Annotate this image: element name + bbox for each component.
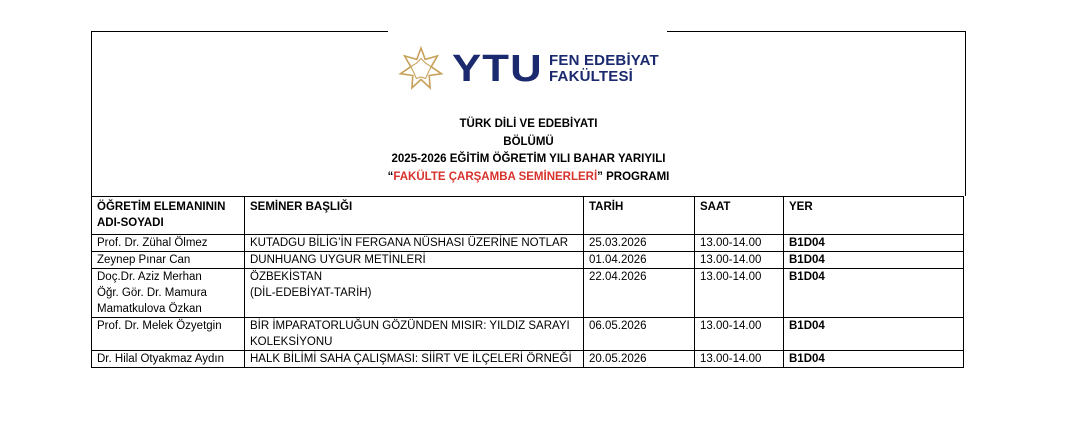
title-highlight: FAKÜLTE ÇARŞAMBA SEMİNERLERİ	[393, 170, 598, 183]
cell-time: 13.00-14.00	[695, 235, 784, 252]
cell-topic	[245, 252, 584, 269]
instructor-name-line: Prof. Dr. Zühal Ölmez	[97, 237, 208, 249]
cell-place: B1D04	[784, 318, 964, 351]
header-instructor-line-1: ÖĞRETİM ELEMANININ	[97, 201, 226, 213]
cell-date: 06.05.2026	[584, 318, 695, 351]
topic-line: HALK BİLİMİ SAHA ÇALIŞMASI: SİİRT VE İLÇELERİ ÖRNEĞİ	[250, 353, 572, 365]
header-frame-top-right	[667, 31, 966, 32]
cell-time: 13.00-14.00	[695, 252, 784, 269]
logo-line-2: FAKÜLTESİ	[549, 68, 634, 85]
header-frame-top-left	[91, 31, 388, 32]
topic-line: DUNHUANG UYGUR METİNLERİ	[250, 254, 426, 266]
cell-topic	[245, 318, 584, 351]
instructor-name-line: Mamatkulova Özkan	[97, 303, 202, 315]
instructor-name-line: Prof. Dr. Melek Özyetgin	[97, 320, 222, 332]
header-frame-right	[965, 31, 966, 196]
header-place: YER	[784, 197, 964, 235]
cell-date: 01.04.2026	[584, 252, 695, 269]
cell-instructor	[92, 269, 245, 318]
cell-date: 25.03.2026	[584, 235, 695, 252]
cell-topic	[245, 351, 584, 368]
topic-line: (DİL-EDEBİYAT-TARİH)	[250, 287, 372, 299]
cell-instructor	[92, 252, 245, 269]
header-instructor-line-2: ADI-SOYADI	[97, 217, 164, 229]
cell-place: B1D04	[784, 235, 964, 252]
faculty-logo	[398, 46, 659, 92]
cell-topic	[245, 269, 584, 318]
cell-time: 13.00-14.00	[695, 318, 784, 351]
title-line-program	[92, 169, 965, 187]
cell-place: B1D04	[784, 351, 964, 368]
cell-place: B1D04	[784, 269, 964, 318]
instructor-name-line: Dr. Hilal Otyakmaz Aydın	[97, 353, 224, 365]
topic-line: BİR İMPARATORLUĞUN GÖZÜNDEN MISIR: YILDIZ SARAYI	[250, 320, 570, 332]
table-row	[92, 351, 964, 368]
title-line-section: BÖLÜMÜ	[503, 135, 554, 148]
cell-place: B1D04	[784, 252, 964, 269]
table-row	[92, 269, 964, 318]
cell-date: 20.05.2026	[584, 351, 695, 368]
topic-line: KUTADGU BİLİG’İN FERGANA NÜSHASI ÜZERİNE NOTLAR	[250, 237, 569, 249]
topic-line: KOLEKSİYONU	[250, 336, 333, 348]
title-line-semester: 2025-2026 EĞİTİM ÖĞRETİM YILI BAHAR YARIYILI	[391, 153, 666, 165]
logo-wordmark	[549, 53, 659, 85]
cell-time: 13.00-14.00	[695, 351, 784, 368]
header-time: SAAT	[695, 197, 784, 235]
cell-instructor	[92, 235, 245, 252]
header-topic: SEMİNER BAŞLIĞI	[245, 197, 584, 235]
header-instructor	[92, 197, 245, 235]
title-line-department: TÜRK DİLİ VE EDEBİYATI	[459, 118, 598, 130]
cell-instructor	[92, 351, 245, 368]
cell-time: 13.00-14.00	[695, 269, 784, 318]
title-quote-open: “	[387, 170, 394, 183]
seminar-schedule-table	[91, 196, 964, 368]
logo-line-1: FEN EDEBİYAT	[549, 52, 659, 69]
instructor-name-line: Öğr. Gör. Dr. Mamura	[97, 287, 207, 299]
table-row	[92, 252, 964, 269]
topic-line: ÖZBEKİSTAN	[250, 271, 322, 283]
cell-topic	[245, 235, 584, 252]
table-body	[92, 235, 964, 368]
instructor-name-line: Doç.Dr. Aziz Merhan	[97, 271, 202, 283]
cell-instructor	[92, 318, 245, 351]
document-title	[92, 116, 965, 186]
title-quote-close: ” PROGRAMI	[597, 170, 670, 183]
header-date: TARİH	[584, 197, 695, 235]
table-row	[92, 235, 964, 252]
table-header-row	[92, 197, 964, 235]
instructor-name-line: Zeynep Pınar Can	[97, 254, 191, 266]
cell-date: 22.04.2026	[584, 269, 695, 318]
star-emblem-icon	[398, 46, 444, 92]
logo-abbreviation: YTU	[452, 48, 543, 90]
table-row	[92, 318, 964, 351]
